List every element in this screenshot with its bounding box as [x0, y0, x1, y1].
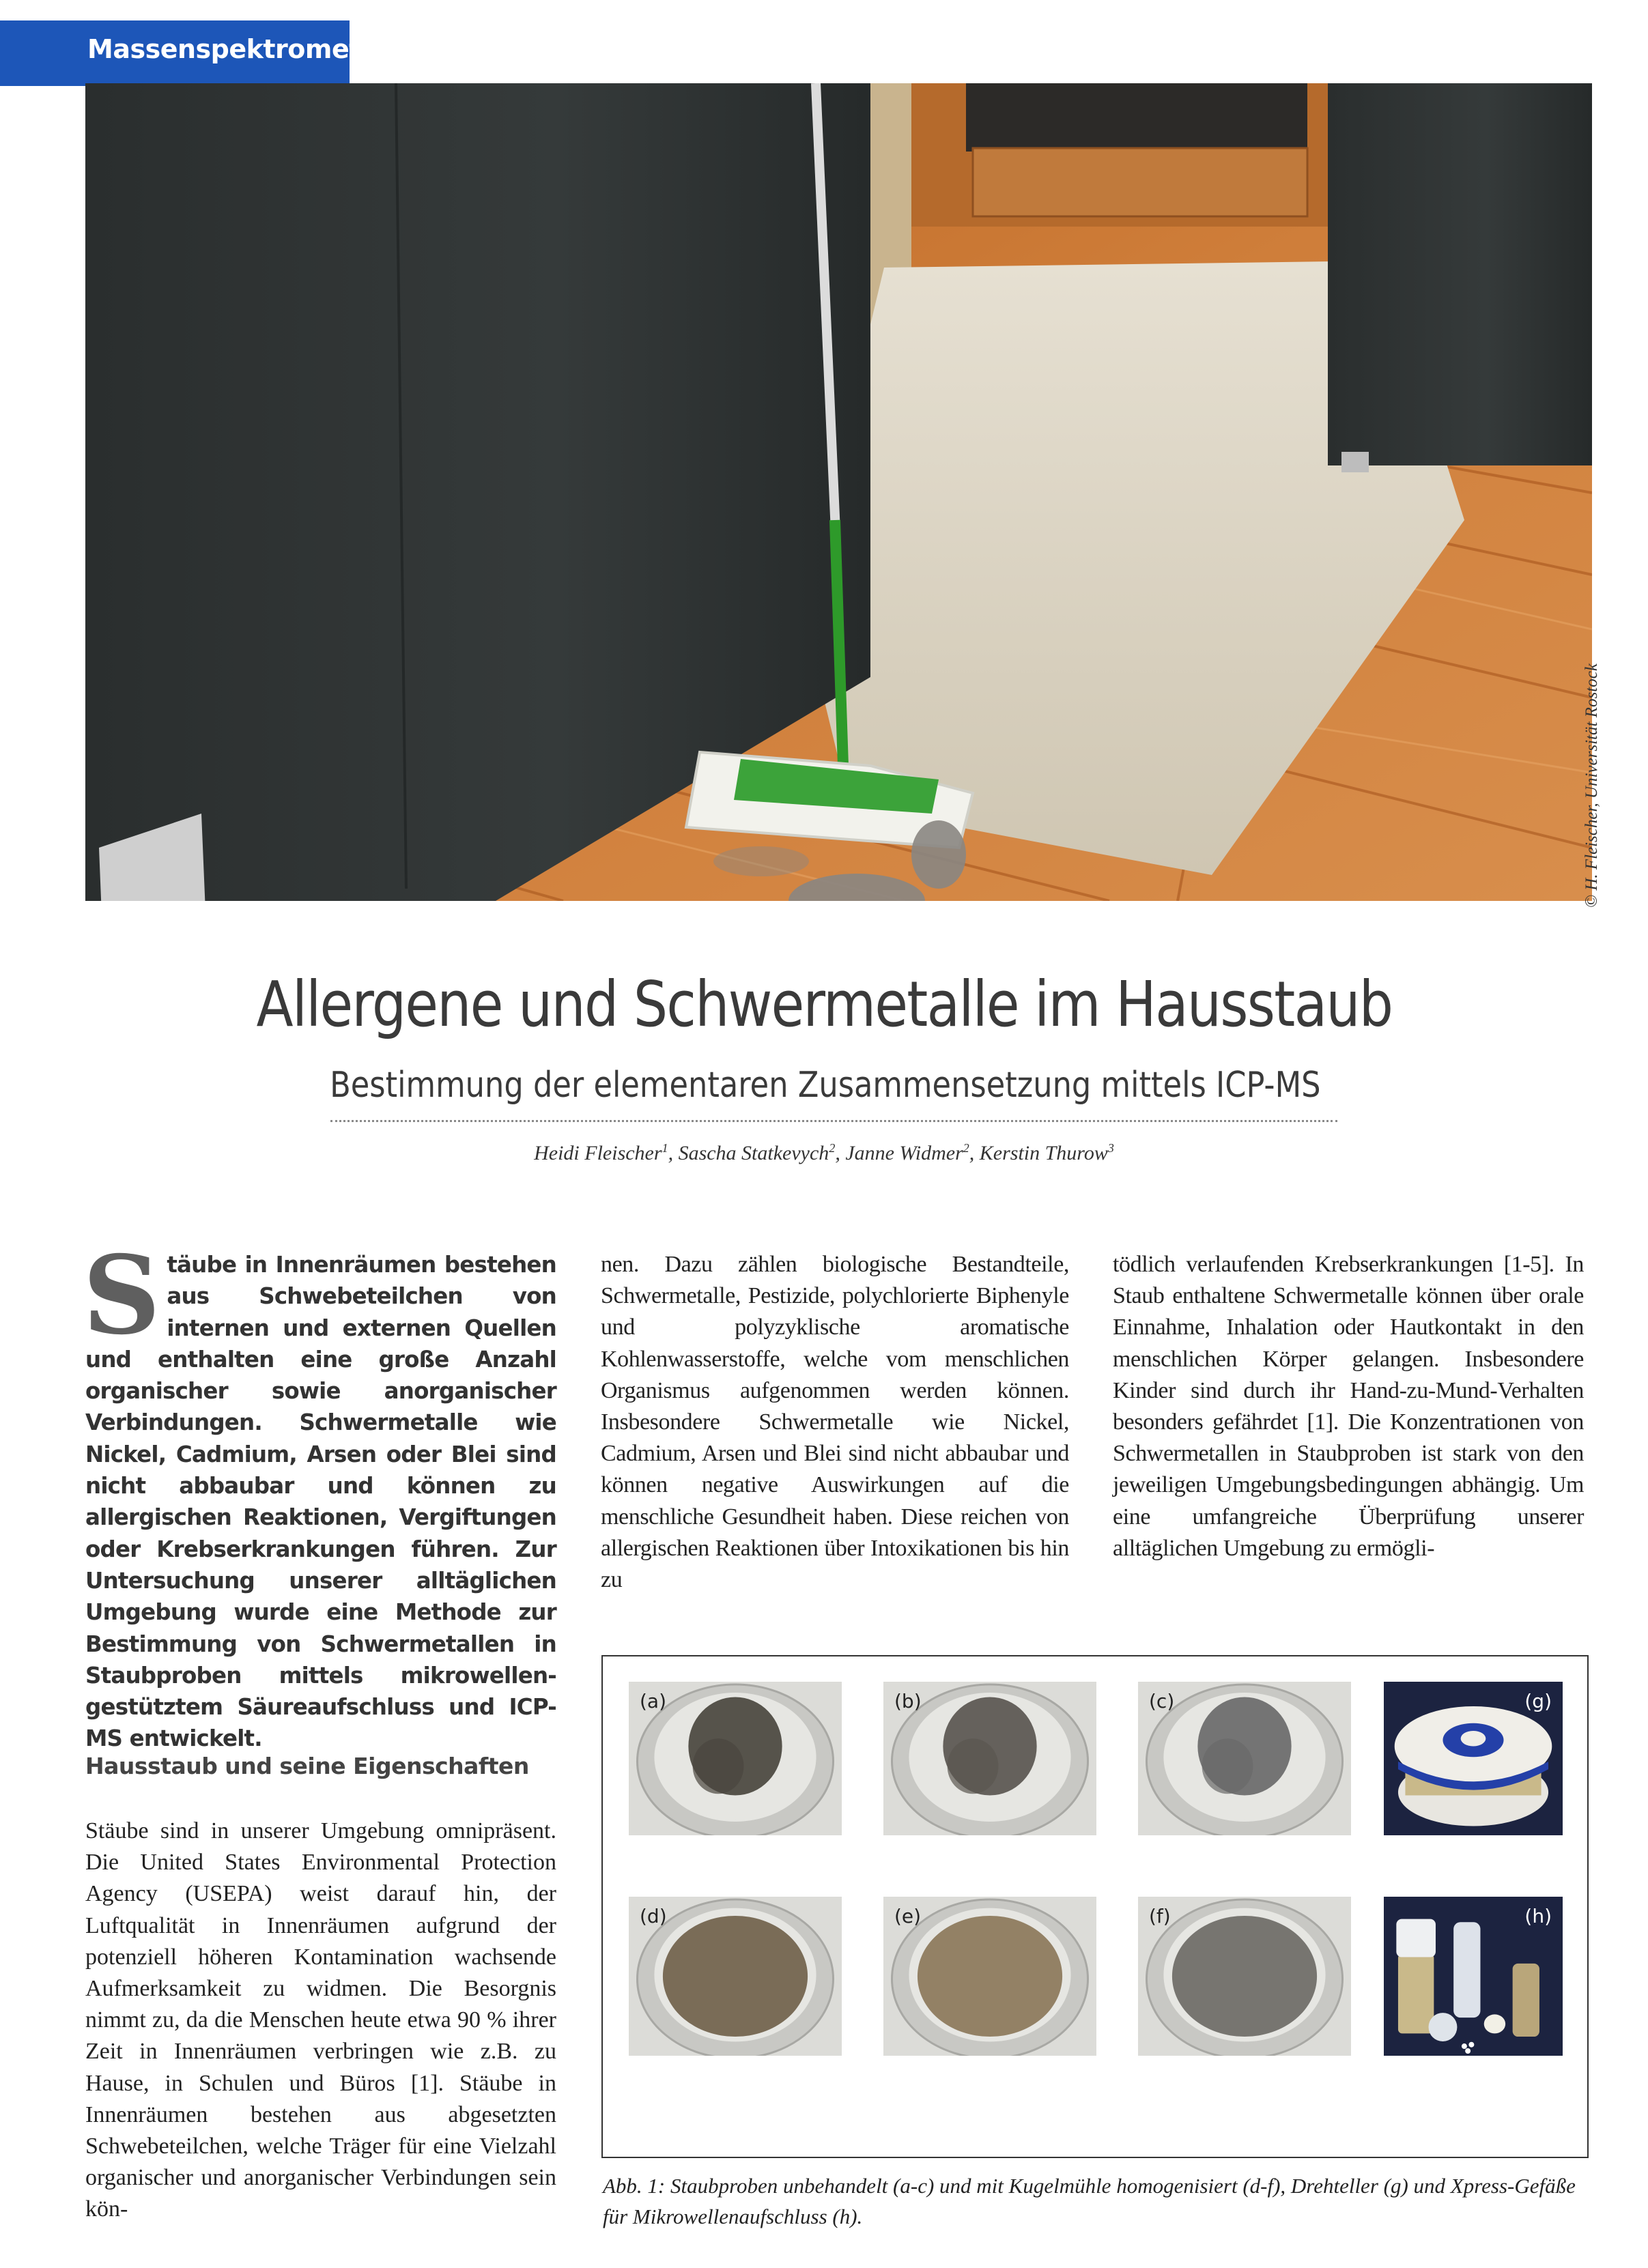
panel-label: (f) — [1149, 1905, 1171, 1927]
section-label: Massenspektrometrie — [87, 34, 399, 64]
body-column-1: Stäube sind in unserer Umgebung omnipräsent. Die United States Environmental Protection Agency (USEPA) weist darauf hin, der Luftqualität in Innenräumen aufgrund der potenziell höheren Kontamination wachsende Aufmerksamkeit zu widmen. Die Besorgnis nimmt zu, da die Menschen heute etwa 90 % ihrer Zeit in Innenräumen verbringen wie z.B. zu Hause, in Schulen und Büros [1]. Stäube in Innenräumen bestehen aus abgesetzten Schwebeteilchen, welche Träger für eine Vielzahl organischer und anorganischer Verbindungen sein kön- — [85, 1818, 556, 2222]
body-column-2: nen. Dazu zählen biologische Bestandteile, Schwermetalle, Pestizide, polychlorierte Biphenyle und polyzyklische aromatische Kohlenwasserstoffe, welche vom menschlichen Organismus aufgenommen werden können. Insbesondere Schwermetalle wie Nickel, Cadmium, Arsen und Blei sind nicht abbaubar und können negative Auswirkungen auf die menschliche Gesundheit haben. Diese reichen von allergischen Reaktionen über Intoxikationen bis hin zu — [601, 1252, 1069, 1593]
panel-label: (a) — [640, 1690, 667, 1712]
author-affiliation: 3 — [1107, 1141, 1114, 1155]
figure-panel-b — [883, 1682, 1096, 1835]
figure-panel-h — [1384, 1897, 1563, 2056]
caption-text: Staubproben unbehandelt (a-c) und mit Kugelmühle homogenisiert (d-f), Drehteller (g) und Xpress-Gefäße für Mikrowellenaufschluss (h). — [603, 2174, 1576, 2228]
hero-photo-illustration — [85, 83, 1592, 901]
panel-label: (e) — [894, 1905, 922, 1927]
author-affiliation: 1 — [662, 1141, 668, 1155]
figure-panel-a — [629, 1682, 842, 1835]
panel-label: (h) — [1524, 1905, 1552, 1927]
figure-1 — [601, 1655, 1589, 2158]
author: Kerstin Thurow$^3$ — [979, 1141, 1114, 1164]
panel-label: (b) — [894, 1690, 922, 1712]
figure-panel-g — [1384, 1682, 1563, 1835]
author: Sascha Statkevych$^2$ — [678, 1141, 836, 1164]
panel-label: (d) — [640, 1905, 667, 1927]
author-list: Heidi Fleischer$^1$, Sascha Statkevych$^2$, Janne Widmer$^2$, Kerstin Thurow$^3$ — [534, 1141, 1114, 1164]
author: Janne Widmer$^2$ — [845, 1141, 969, 1164]
figure-panel-e — [883, 1897, 1096, 2056]
section-heading: Hausstaub und seine Eigenschaften — [85, 1753, 529, 1779]
author-affiliation: 2 — [829, 1141, 836, 1155]
figure-panel-f — [1138, 1897, 1351, 2056]
hero-photo — [85, 83, 1592, 901]
panel-label: (c) — [1149, 1690, 1175, 1712]
author-affiliation: 2 — [963, 1141, 969, 1155]
author: Heidi Fleischer$^1$ — [534, 1141, 668, 1164]
abstract-text: täube in Innenräumen bestehen aus Schwebeteilchen von internen und externen Quellen und enthalten eine große Anzahl organischer sowie anorganischer Verbindungen. Schwermetalle wie Nickel, Cadmium, Arsen oder Blei sind nicht abbaubar und können zu allergischen Reaktionen, Vergiftungen oder Krebserkrankungen führen. Zur Untersuchung unserer alltäglichen Umgebung wurde eine Methode zur Bestimmung von Schwermetallen in Staubproben mittels mikrowellen-gestütztem Säureaufschluss und ICP-MS entwickelt. — [85, 1252, 556, 1752]
panel-label: (g) — [1524, 1690, 1552, 1712]
photo-credit: © H. Fleischer, Universität Rostock — [1582, 663, 1601, 908]
article-subtitle: Bestimmung der elementaren Zusammensetzung mittels ICP-MS — [330, 1065, 1321, 1106]
figure-panel-d — [629, 1897, 842, 2056]
caption-label: Abb. 1: — [603, 2174, 666, 2198]
article-title: Allergene und Schwermetalle im Hausstaub — [256, 968, 1393, 1041]
abstract — [83, 1233, 556, 1755]
title-divider — [330, 1120, 1337, 1122]
figure-panel-c — [1138, 1682, 1351, 1835]
section-label-band — [0, 20, 399, 86]
body-column-3: tödlich verlaufenden Krebserkrankungen [1-5]. In Staub enthaltene Schwermetalle können über orale Einnahme, Inhalation oder Hautkontakt in den menschlichen Körper gelangen. Insbesondere Kinder sind durch ihr Hand-zu-Mund-Verhalten besonders gefährdet [1]. Die Konzentrationen von Schwermetallen in Staubproben ist stark von den jeweiligen Umgebungsbedingungen abhängig. Um eine umfangreiche Überprüfung unserer alltäglichen Umgebung zu ermögli- — [1113, 1252, 1584, 1561]
sofa-right — [1328, 83, 1592, 465]
figure-caption — [603, 2170, 1593, 2232]
drop-cap: S — [83, 1233, 160, 1359]
